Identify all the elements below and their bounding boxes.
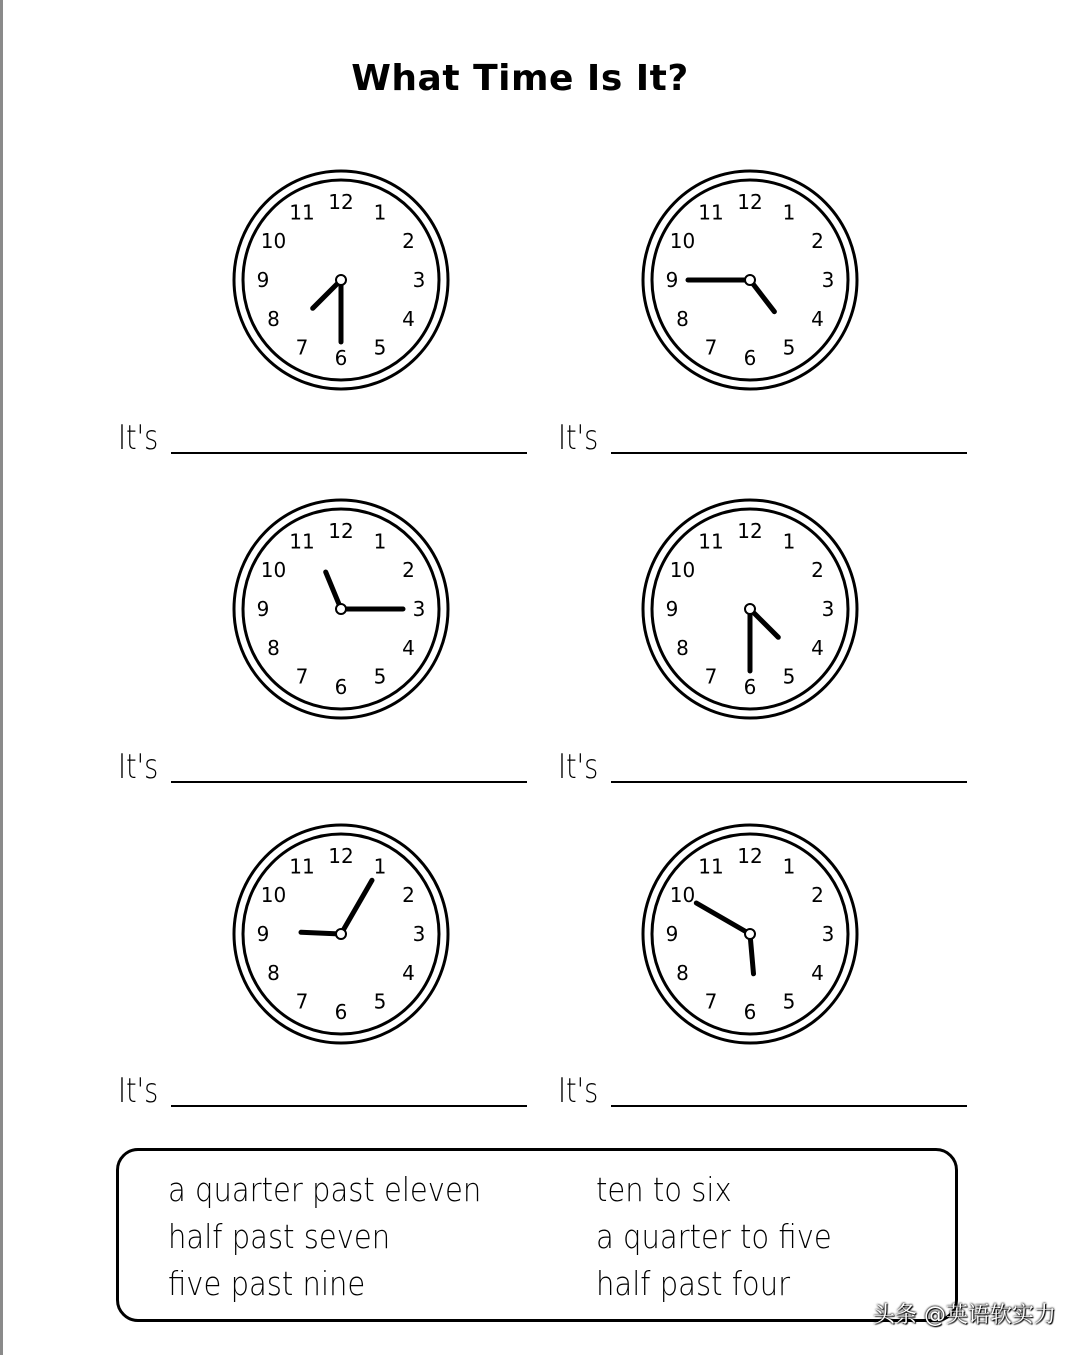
clock-numeral: 4 — [811, 961, 824, 985]
clock-numeral: 8 — [676, 636, 689, 660]
clock-numeral: 6 — [334, 1000, 348, 1024]
clock-numeral: 2 — [402, 229, 415, 253]
clock-2 — [640, 170, 860, 390]
clock-numeral: 12 — [737, 844, 763, 868]
clock-numeral: 12 — [737, 190, 763, 214]
clock-numeral: 6 — [334, 346, 348, 370]
clock-numeral: 9 — [665, 268, 679, 292]
clock-numeral: 11 — [289, 854, 315, 879]
clock-3 — [231, 499, 451, 719]
clock-numeral: 2 — [811, 229, 824, 253]
clock-numeral: 7 — [704, 664, 718, 689]
clock-numeral: 2 — [402, 558, 415, 582]
clock-numeral: 10 — [260, 558, 287, 582]
clock-numeral: 2 — [402, 883, 415, 907]
clock-numeral: 10 — [260, 229, 287, 253]
hour-hand — [301, 932, 341, 934]
clock-numeral: 4 — [402, 307, 415, 331]
clock-numeral: 4 — [811, 307, 824, 331]
clock-1 — [231, 170, 451, 390]
clock-numeral: 10 — [669, 883, 696, 907]
clock-numeral: 11 — [698, 854, 724, 879]
clock-numeral: 9 — [256, 597, 270, 621]
answer-line-6[interactable] — [558, 1071, 978, 1121]
clock-numeral: 3 — [412, 597, 426, 621]
clock-numeral: 8 — [676, 307, 689, 331]
clock-numeral: 4 — [811, 636, 824, 660]
clock-numeral: 1 — [782, 529, 796, 554]
clock-numeral: 4 — [402, 636, 415, 660]
answer-prefix: It's — [558, 1071, 599, 1111]
clock-numeral: 1 — [373, 529, 387, 554]
clock-numeral: 9 — [665, 922, 679, 946]
clock-numeral: 3 — [412, 922, 426, 946]
word-bank-phrase: half past seven — [168, 1217, 391, 1256]
clock-numeral: 8 — [267, 961, 280, 985]
clock-numeral: 7 — [704, 335, 718, 360]
clock-numeral: 5 — [782, 335, 796, 360]
answer-line-2[interactable] — [558, 418, 978, 468]
clock-numeral: 5 — [373, 335, 387, 360]
clock-numeral: 7 — [704, 989, 718, 1014]
clock-numeral: 5 — [782, 989, 796, 1014]
clock-numeral: 9 — [256, 268, 270, 292]
clock-numeral: 1 — [373, 854, 387, 879]
clock-center-pin — [336, 604, 346, 614]
clock-numeral: 8 — [267, 307, 280, 331]
word-bank-phrase: a quarter past eleven — [168, 1170, 482, 1209]
blank-line[interactable] — [611, 1105, 967, 1107]
clock-numeral: 8 — [267, 636, 280, 660]
page-edge — [0, 0, 3, 1355]
answer-line-5[interactable] — [118, 1071, 538, 1121]
clock-numeral: 6 — [743, 675, 757, 699]
clock-numeral: 10 — [669, 229, 696, 253]
clock-numeral: 10 — [669, 558, 696, 582]
watermark: 头条 @英语软实力 — [873, 1303, 1056, 1328]
blank-line[interactable] — [611, 781, 967, 783]
blank-line[interactable] — [171, 1105, 527, 1107]
clock-numeral: 3 — [821, 268, 835, 292]
clock-numeral: 6 — [743, 346, 757, 370]
clock-numeral: 11 — [698, 200, 724, 225]
clock-numeral: 3 — [412, 268, 426, 292]
clock-center-pin — [745, 275, 755, 285]
clock-numeral: 11 — [698, 529, 724, 554]
clock-5 — [231, 824, 451, 1044]
clock-numeral: 7 — [295, 335, 309, 360]
clock-numeral: 12 — [328, 190, 354, 214]
clock-numeral: 3 — [821, 597, 835, 621]
clock-center-pin — [745, 604, 755, 614]
clock-numeral: 5 — [373, 989, 387, 1014]
clock-numeral: 9 — [665, 597, 679, 621]
answer-prefix: It's — [118, 747, 159, 787]
clock-numeral: 12 — [328, 519, 354, 543]
answer-line-3[interactable] — [118, 747, 538, 797]
clock-numeral: 1 — [373, 200, 387, 225]
answer-line-1[interactable] — [118, 418, 538, 468]
clock-numeral: 9 — [256, 922, 270, 946]
clock-center-pin — [336, 929, 346, 939]
clock-numeral: 3 — [821, 922, 835, 946]
clock-numeral: 11 — [289, 529, 315, 554]
clock-numeral: 2 — [811, 558, 824, 582]
clock-numeral: 7 — [295, 664, 309, 689]
clock-numeral: 2 — [811, 883, 824, 907]
word-bank-phrase: half past four — [596, 1264, 791, 1303]
word-bank-phrase: five past nine — [168, 1264, 366, 1303]
clock-numeral: 7 — [295, 989, 309, 1014]
clock-numeral: 10 — [260, 883, 287, 907]
blank-line[interactable] — [611, 452, 967, 454]
clock-4 — [640, 499, 860, 719]
answer-prefix: It's — [558, 747, 599, 787]
answer-prefix: It's — [558, 418, 599, 458]
clock-numeral: 1 — [782, 200, 796, 225]
word-bank-phrase: ten to six — [596, 1170, 732, 1209]
clock-numeral: 6 — [743, 1000, 757, 1024]
clock-numeral: 4 — [402, 961, 415, 985]
blank-line[interactable] — [171, 452, 527, 454]
clock-numeral: 5 — [373, 664, 387, 689]
clock-numeral: 5 — [782, 664, 796, 689]
clock-6 — [640, 824, 860, 1044]
page-title: What Time Is It? — [351, 58, 689, 99]
blank-line[interactable] — [171, 781, 527, 783]
answer-prefix: It's — [118, 1071, 159, 1111]
clock-numeral: 12 — [737, 519, 763, 543]
answer-line-4[interactable] — [558, 747, 978, 797]
clock-center-pin — [745, 929, 755, 939]
word-bank-phrase: a quarter to five — [596, 1217, 832, 1256]
clock-numeral: 12 — [328, 844, 354, 868]
answer-prefix: It's — [118, 418, 159, 458]
clock-numeral: 6 — [334, 675, 348, 699]
clock-numeral: 8 — [676, 961, 689, 985]
clock-center-pin — [336, 275, 346, 285]
clock-numeral: 11 — [289, 200, 315, 225]
clock-numeral: 1 — [782, 854, 796, 879]
